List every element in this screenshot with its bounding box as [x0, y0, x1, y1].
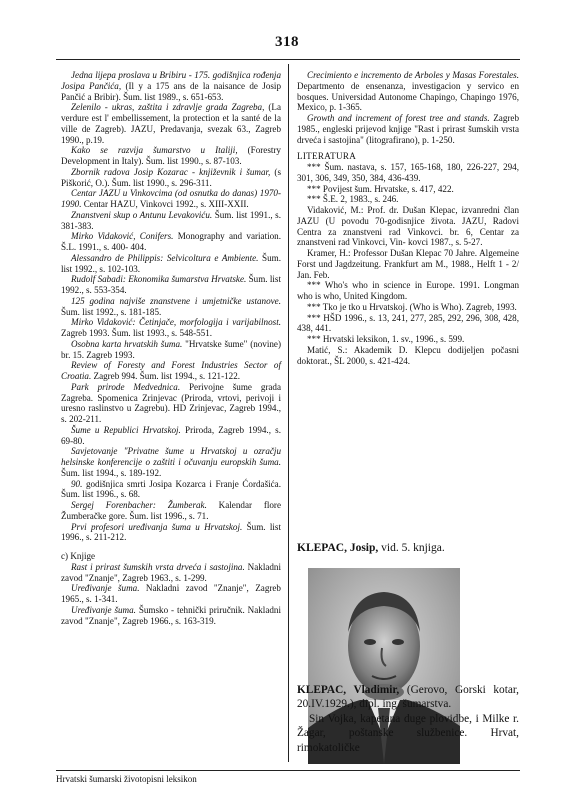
entry2-bio: Sin Vojka, kapetana duge plovidbe, i Milke r. Žagar, poštanske službenice. Hrvat, rimokatoličke — [297, 712, 519, 754]
left-item — [61, 479, 281, 501]
left-item — [61, 167, 281, 189]
ref-title: Park prirode Medvednica. — [71, 381, 181, 392]
right-item — [297, 113, 519, 145]
ref-details: Zagreb 1993. Šum. list 1993., s. 548-551. — [61, 328, 213, 338]
left-item — [61, 446, 281, 478]
knjige-item — [61, 583, 281, 605]
ref-title: Alessandro de Philippis: Selvicoltura e Ambiente. — [71, 252, 259, 263]
left-item — [61, 425, 281, 447]
lit-item: Matić, S.: Akademik D. Klepcu dodijeljen počasni doktorat., ŠL 2000, s. 421-424. — [297, 344, 519, 366]
ref-details: Šumsko - tehnički priručnik. Nakladni zavod "Znanje", Zagreb 1966., s. 163-319. — [61, 604, 281, 626]
ref-title: Prvi profesori uređivanja šuma u Hrvatskoj. — [71, 521, 243, 532]
left-item — [61, 317, 281, 339]
left-item — [61, 274, 281, 296]
ref-details: Priroda, Zagreb 1994., s. 69-80. — [61, 424, 281, 446]
ref-title: Uređivanje šuma. — [71, 583, 140, 594]
ref-details: Centar HAZU, Vinkovci 1992., s. XIII-XXII. — [81, 199, 249, 209]
left-references — [61, 70, 281, 543]
right-item — [297, 70, 519, 113]
entry-name: KLEPAC, Josip, — [297, 542, 379, 554]
ref-title: Zelenilo - ukras, zaštita i zdravlje grada Zagreba, — [71, 102, 265, 113]
ref-details: godišnjica smrti Josipa Kozarca i Franje Ćordašića. Šum. list 1996., s. 68. — [61, 478, 281, 500]
right-column — [297, 70, 519, 366]
ref-title: Jedna lijepa proslava u Bribiru - 175. godišnjica rođenja Josipa Pančića, — [61, 70, 281, 91]
ref-details: Šum. list 1992., s. 181-185. — [61, 306, 162, 317]
ref-title: 90. — [71, 478, 83, 489]
ref-details: (La verdure est l' embellissement, la protection et la santé de la ville de Zagreb). JAZU, Predavanja, svezak 63., Zagreb 1990., p.19. — [61, 102, 281, 145]
ref-title: Review of Foresty and Forest Industries Sector of Croatia. — [61, 360, 281, 381]
footer-rule — [56, 770, 520, 771]
left-item — [61, 339, 281, 361]
ref-title: Crecimiento e incremento de Arboles y Masas Forestales. — [307, 70, 519, 80]
lit-item: *** HŠD 1996., s. 13, 241, 277, 285, 292, 296, 308, 428, 438, 441. — [297, 312, 519, 334]
left-item — [61, 188, 281, 210]
ref-details: Departmento de ensenanza, investigacion y servico en bosques. Universidad Autonome Chapingo, Chapingo 1976, Mexico, p. 1-365. — [297, 80, 519, 113]
right-references — [297, 70, 519, 145]
left-item — [61, 231, 281, 253]
entry2-name: KLEPAC, Vladimir, — [297, 684, 400, 696]
ref-details: Šum. list 1996., s. 211-212. — [61, 521, 281, 543]
footer-text: Hrvatski šumarski životopisni leksikon — [56, 774, 197, 784]
lit-item: *** Šum. nastava, s. 157, 165-168, 180, 226-227, 294, 301, 306, 349, 350, 384, 436-439. — [297, 162, 519, 183]
ref-title: Osobna karta hrvatskih šuma. — [71, 338, 183, 349]
ref-details: Monography and variation. Š.L. 1991., s. 400- 404. — [61, 231, 281, 252]
ref-details: "Hrvatske šume" (novine) br. 15. Zagreb 1993. — [61, 338, 281, 360]
left-item — [61, 360, 281, 382]
ref-title: 125 godina najviše znanstvene i umjetničke ustanove. — [71, 295, 281, 306]
ref-details: Kalendar flore Žumberačke gore. Šum. list 1996., s. 71. — [61, 500, 281, 521]
ref-title: Savjetovanje "Privatne šume u Hrvatskoj u ozračju helsinske konferencije o zaštiti i očuvanju europskih šuma. — [61, 446, 281, 467]
page-number: 318 — [275, 34, 299, 50]
ref-title: Mirko Vidaković: Četinjače, morfologija i varijabilnost. — [71, 317, 281, 328]
left-item — [61, 145, 281, 167]
entry-klepac-vladimir — [297, 683, 519, 755]
header-rule — [56, 59, 520, 60]
ref-title: Growth and increment of forest tree and stands. — [307, 113, 490, 123]
literature-heading: LITERATURA — [297, 151, 357, 162]
ref-details: Nakladni zavod "Znanje", Zagreb 1965., s. 1-341. — [61, 583, 281, 604]
entry-text: vid. 5. knjiga. — [378, 542, 445, 554]
knjige-item — [61, 605, 281, 627]
left-item — [61, 102, 281, 145]
ref-details: Nakladni zavod "Znanje", Zagreb 1963., s. 1-299. — [61, 561, 281, 583]
entry2-text: (Gerovo, Gorski kotar, 20.IV.1929.), dipl. ing. šumarstva. — [297, 684, 519, 711]
ref-details: (Forestry Development in Italy). Šum. list 1990., s. 87-103. — [61, 145, 281, 166]
literature-list — [297, 162, 519, 366]
ref-title: Šume u Republici Hrvatskoj. — [71, 424, 181, 435]
ref-title: Rudolf Sabadi: Ekonomika šumarstva Hrvatske. — [71, 274, 247, 285]
books-list — [61, 562, 281, 627]
left-item — [61, 210, 281, 232]
left-item — [61, 522, 281, 544]
ref-details: Šum. list 1991., s. 381-383. — [61, 209, 281, 231]
ref-title: Zbornik radova Josip Kozarac - književnik i šumar, — [71, 166, 271, 177]
ref-details: (Il y a 175 ans de la naisance de Josip Pančić a Bribir). Šum. list 1989., s. 651-653. — [61, 80, 281, 102]
ref-details: Šum. list 1994., s. 189-192. — [61, 467, 162, 478]
lit-item: Kramer, H.: Professor Dušan Klepac 70 Jahre. Algemeine Forst und Jagdzeitung. Frankfurt am M., 1988., Helft 1 - 2/ Jan. Feb. — [297, 248, 519, 280]
lit-item: *** Hrvatski leksikon, 1. sv., 1996., s. 599. — [307, 334, 465, 344]
left-item — [61, 296, 281, 318]
knjige-item — [61, 562, 281, 584]
entry-klepac-josip — [297, 541, 519, 555]
ref-details: (s Piškorić, O.). Šum. list 1990., s. 296-311. — [61, 166, 281, 188]
column-divider — [288, 64, 289, 762]
lit-item: *** Š.E. 2, 1983., s. 246. — [307, 194, 399, 205]
ref-title: Centar JAZU u Vinkovcima (od osnutka do danas) 1970-1990. — [61, 188, 281, 209]
lit-item: *** Povijest šum. Hrvatske, s. 417, 422. — [307, 183, 454, 194]
left-item — [61, 382, 281, 425]
ref-details: Zagreb 1985., engleski prijevod knjige "Rast i prirast šumskih vrsta drveća i sastojina" (litografirano), p. 1-250. — [297, 113, 519, 145]
lit-item: Vidaković, M.: Prof. dr. Dušan Klepac, izvanredni član JAZU (U povodu 70-godisnjice života. JAZU, Radovi Centra za znanstveni rad Vinkovci. br. 6, Centar za znanstveni rad Vinkovci, Vin- kovci 1987., s. 5-27. — [297, 205, 519, 248]
ref-details: Šum. list 1992., s. 553-354. — [61, 274, 281, 295]
lit-item: *** Tko je tko u Hrvatskoj. (Who is Who). Zagreb, 1993. — [307, 301, 517, 312]
ref-details: Šum. list 1992., s. 102-103. — [61, 252, 281, 274]
books-heading: c) Knjige — [61, 551, 96, 561]
ref-title: Sergej Forenbacher: Žumberak. — [71, 500, 207, 510]
ref-title: Kako se razvija šumarstvo u Italiji, — [71, 145, 238, 156]
ref-details: Perivojne šume grada Zagreba. Spomenica Zrinjevac (Priroda, vrtovi, perivoji i uresno raslinstvo u Zagrebu). HD Zrinjevac, Zagreb 1994., s. 202-211. — [61, 381, 282, 424]
left-item — [61, 70, 281, 102]
left-column — [61, 70, 281, 626]
ref-title: Mirko Vidaković, Conifers. — [71, 231, 174, 242]
ref-details: Zagreb 994. Šum. list 1994., s. 121-122. — [91, 371, 241, 381]
lit-item: *** Who's who in science in Europe. 1991. Longman who is who, United Kingdom. — [297, 280, 519, 301]
ref-title: Rast i prirast šumskih vrsta drveća i sastojina. — [71, 561, 245, 572]
ref-title: Uređivanje šuma. — [71, 604, 136, 615]
left-item — [61, 253, 281, 275]
left-item — [61, 500, 281, 522]
ref-title: Znanstveni skup o Antunu Levakoviću. — [71, 209, 213, 220]
